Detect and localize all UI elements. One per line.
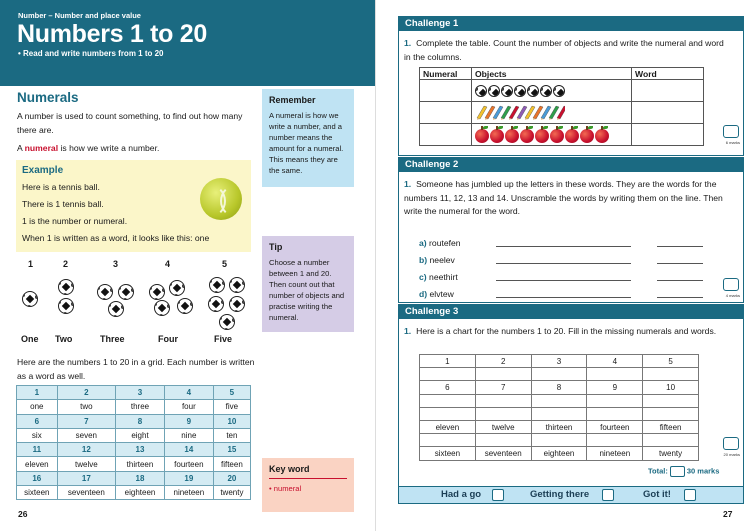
chart-cell: twenty	[643, 447, 699, 460]
football-icon	[209, 277, 225, 293]
getting-there-label: Getting there	[530, 489, 590, 500]
chart-cell: eleven	[420, 420, 476, 433]
word-answer-cell[interactable]	[632, 102, 704, 124]
marks-label: 4 marks	[725, 293, 740, 298]
page-number: 27	[723, 509, 733, 519]
page-title: Numbers 1 to 20	[17, 20, 208, 48]
grid-cell: 18	[116, 471, 165, 485]
answer-cell[interactable]	[587, 394, 643, 407]
chart-cell: 3	[531, 355, 587, 368]
football-icon	[22, 291, 38, 307]
grid-cell: 20	[213, 471, 250, 485]
marks-box[interactable]	[723, 125, 739, 138]
grid-cell: 15	[213, 443, 250, 457]
chart-cell: twelve	[475, 420, 531, 433]
grid-cell: seventeen	[57, 486, 115, 500]
answer-line[interactable]	[496, 280, 631, 281]
answer-cell[interactable]	[420, 434, 476, 447]
numbers-chart	[419, 354, 699, 461]
jumbled-item: c) neethirt	[419, 272, 458, 282]
football-icon	[475, 85, 487, 97]
column-header: Word	[632, 68, 704, 80]
key-word-title: Key word	[269, 464, 347, 479]
apple-icon	[580, 129, 594, 143]
grid-cell: 6	[17, 414, 58, 428]
table-row	[420, 381, 699, 394]
example-line: When 1 is written as a word, it looks like this: one	[22, 233, 210, 243]
apple-icon	[490, 129, 504, 143]
grid-cell: 4	[164, 386, 213, 400]
chart-cell: 6	[420, 381, 476, 394]
grid-cell: sixteen	[17, 486, 58, 500]
key-word-box	[262, 458, 354, 512]
grid-cell: five	[213, 400, 250, 414]
chart-cell: 9	[587, 381, 643, 394]
challenge-2-question: 1. Someone has jumbled up the letters in these words. They are the words for the numbers 11, 12, 13 and 14. Unscramble the words by writing them on the line. Then write the numeral for the word.	[404, 179, 723, 216]
answer-line[interactable]	[496, 246, 631, 247]
chart-cell: 10	[643, 381, 699, 394]
football-icon	[501, 85, 513, 97]
football-icon	[229, 277, 245, 293]
answer-cell[interactable]	[420, 407, 476, 420]
table-row	[420, 80, 704, 102]
column-header: Objects	[472, 68, 632, 80]
grid-cell: eighteen	[116, 486, 165, 500]
page-number: 26	[18, 509, 28, 519]
getting-there-checkbox[interactable]	[602, 489, 614, 501]
apple-icon	[565, 129, 579, 143]
answer-cell[interactable]	[531, 407, 587, 420]
chart-cell: 2	[475, 355, 531, 368]
pencil-icon	[475, 104, 565, 120]
table-row	[420, 434, 699, 447]
chart-cell: nineteen	[587, 447, 643, 460]
football-icon	[527, 85, 539, 97]
table-row	[17, 486, 251, 500]
answer-cell[interactable]	[531, 434, 587, 447]
grid-cell: 16	[17, 471, 58, 485]
football-icon	[208, 296, 224, 312]
challenge-1-title: Challenge 1	[399, 17, 743, 31]
grid-cell: fourteen	[164, 457, 213, 471]
count-number: 4	[165, 259, 171, 269]
got-it-checkbox[interactable]	[684, 489, 696, 501]
numbers-grid	[16, 385, 251, 500]
numeral-keyword: numeral	[24, 143, 59, 153]
apple-icon	[475, 129, 489, 143]
answer-line[interactable]	[496, 297, 631, 298]
table-row	[420, 447, 699, 460]
chart-cell: 5	[643, 355, 699, 368]
grid-cell: eight	[116, 428, 165, 442]
page-header	[0, 0, 375, 86]
tennis-ball-icon	[200, 178, 242, 220]
total-box[interactable]	[670, 466, 685, 477]
challenge-2-panel	[398, 157, 744, 303]
table-row	[17, 428, 251, 442]
table-row	[420, 102, 704, 124]
grid-cell: 11	[17, 443, 58, 457]
grid-cell: nine	[164, 428, 213, 442]
had-a-go-checkbox[interactable]	[492, 489, 504, 501]
numeral-line[interactable]	[657, 280, 703, 281]
table-row	[17, 386, 251, 400]
count-word: Five	[214, 334, 233, 344]
got-it-label: Got it!	[643, 489, 671, 500]
football-icon	[58, 279, 74, 295]
answer-cell[interactable]	[643, 394, 699, 407]
had-a-go-label: Had a go	[441, 489, 482, 500]
jumbled-item: b) neelev	[419, 255, 455, 265]
grid-cell: 12	[57, 443, 115, 457]
table-row	[420, 420, 699, 433]
chart-cell: 4	[587, 355, 643, 368]
grid-cell: 9	[164, 414, 213, 428]
grid-cell: 5	[213, 386, 250, 400]
word-answer-cell[interactable]	[632, 124, 704, 146]
marks-box[interactable]	[723, 437, 739, 450]
grid-cell: two	[57, 400, 115, 414]
remember-title: Remember	[269, 95, 316, 105]
table-row	[420, 124, 704, 146]
jumbled-item: d) elvtew	[419, 289, 454, 299]
count-word: Three	[100, 334, 125, 344]
grid-cell: 19	[164, 471, 213, 485]
remember-box	[262, 89, 354, 187]
grid-cell: one	[17, 400, 58, 414]
key-word-item: • numeral	[269, 484, 302, 493]
answer-line[interactable]	[496, 263, 631, 264]
answer-cell[interactable]	[531, 368, 587, 381]
count-number: 2	[63, 259, 69, 269]
football-icon	[553, 85, 565, 97]
grid-intro: Here are the numbers 1 to 20 in a grid. Each number is written as a word as well.	[17, 357, 255, 381]
numeral-answer-cell[interactable]	[420, 102, 472, 124]
grid-cell: thirteen	[116, 457, 165, 471]
answer-cell[interactable]	[587, 368, 643, 381]
example-title: Example	[22, 165, 64, 176]
table-row	[420, 355, 699, 368]
football-icon	[97, 284, 113, 300]
numeral-line[interactable]	[657, 297, 703, 298]
football-icon	[154, 300, 170, 316]
objective: • Read and write numbers from 1 to 20	[18, 49, 164, 58]
grid-cell: 13	[116, 443, 165, 457]
grid-cell: nineteen	[164, 486, 213, 500]
football-icon	[108, 301, 124, 317]
challenge-1-panel	[398, 16, 744, 156]
table-row	[17, 471, 251, 485]
numeral-line[interactable]	[657, 246, 703, 247]
marks-box[interactable]	[723, 278, 739, 291]
table-row	[420, 394, 699, 407]
apple-icon	[520, 129, 534, 143]
football-icon	[540, 85, 552, 97]
football-icon	[514, 85, 526, 97]
grid-cell: 14	[164, 443, 213, 457]
jumbled-item: a) routefen	[419, 238, 461, 248]
numeral-definition: A numeral is how we write a number.	[17, 143, 160, 153]
grid-cell: 2	[57, 386, 115, 400]
tip-text: Choose a number between 1 and 20. Then count out that number of objects and practise writing the numeral.	[269, 258, 345, 322]
chart-cell: seventeen	[475, 447, 531, 460]
chart-cell: thirteen	[531, 420, 587, 433]
numeral-line[interactable]	[657, 263, 703, 264]
example-line: There is 1 tennis ball.	[22, 199, 104, 209]
grid-cell: seven	[57, 428, 115, 442]
count-number: 1	[28, 259, 34, 269]
table-row	[17, 414, 251, 428]
chart-cell: sixteen	[420, 447, 476, 460]
answer-cell[interactable]	[587, 434, 643, 447]
count-word: One	[21, 334, 39, 344]
apple-icon	[535, 129, 549, 143]
grid-cell: 17	[57, 471, 115, 485]
self-assessment-bar	[398, 486, 744, 504]
example-line: 1 is the number or numeral.	[22, 216, 128, 226]
answer-cell[interactable]	[643, 434, 699, 447]
word-answer-cell[interactable]	[632, 80, 704, 102]
grid-cell: three	[116, 400, 165, 414]
grid-cell: eleven	[17, 457, 58, 471]
answer-cell[interactable]	[420, 394, 476, 407]
objects-cell	[472, 124, 632, 146]
count-word: Two	[55, 334, 73, 344]
challenge-1-table	[419, 67, 704, 146]
right-page	[375, 0, 750, 531]
grid-cell: 1	[17, 386, 58, 400]
challenge-3-question: 1. Here is a chart for the numbers 1 to 20. Fill in the missing numerals and words.	[404, 326, 717, 336]
football-icon	[219, 314, 235, 330]
chart-cell: 1	[420, 355, 476, 368]
football-icon	[149, 284, 165, 300]
table-row	[420, 407, 699, 420]
table-row	[420, 368, 699, 381]
marks-label: 6 marks	[725, 140, 740, 145]
grid-cell: four	[164, 400, 213, 414]
example-line: Here is a tennis ball.	[22, 182, 100, 192]
grid-cell: 10	[213, 414, 250, 428]
challenge-1-question: 1. Complete the table. Count the number of objects and write the numeral and word in the columns.	[404, 38, 724, 62]
challenge-2-title: Challenge 2	[399, 158, 743, 172]
count-number: 3	[113, 259, 119, 269]
tip-title: Tip	[269, 242, 283, 252]
answer-cell[interactable]	[475, 407, 531, 420]
grid-cell: six	[17, 428, 58, 442]
football-icon	[118, 284, 134, 300]
chart-cell: 7	[475, 381, 531, 394]
apple-icon	[550, 129, 564, 143]
remember-text: A numeral is how we write a number, and a number means the amount for a numeral. This means they are the same.	[269, 111, 344, 175]
grid-cell: ten	[213, 428, 250, 442]
numeral-answer-cell[interactable]	[420, 80, 472, 102]
football-icon	[177, 298, 193, 314]
answer-cell[interactable]	[531, 394, 587, 407]
football-icon	[58, 298, 74, 314]
example-box	[16, 160, 251, 252]
objects-cell	[472, 102, 632, 124]
chart-cell: eighteen	[531, 447, 587, 460]
answer-cell[interactable]	[643, 368, 699, 381]
answer-cell[interactable]	[475, 434, 531, 447]
table-row	[17, 457, 251, 471]
grid-cell: twenty	[213, 486, 250, 500]
answer-cell[interactable]	[475, 368, 531, 381]
answer-cell[interactable]	[420, 368, 476, 381]
challenge-3-title: Challenge 3	[399, 305, 743, 319]
grid-cell: 3	[116, 386, 165, 400]
section-title: Numerals	[17, 90, 79, 105]
column-header: Numeral	[420, 68, 472, 80]
table-row	[17, 400, 251, 414]
count-number: 5	[222, 259, 228, 269]
table-row	[17, 443, 251, 457]
intro-text: A number is used to count something, to find out how many there are.	[17, 111, 243, 135]
marks-label: 20 marks	[723, 452, 740, 457]
grid-cell: twelve	[57, 457, 115, 471]
topic-label: Number – Number and place value	[18, 11, 141, 20]
chart-cell: fourteen	[587, 420, 643, 433]
grid-cell: 7	[57, 414, 115, 428]
answer-cell[interactable]	[587, 407, 643, 420]
answer-cell[interactable]	[475, 394, 531, 407]
grid-cell: fifteen	[213, 457, 250, 471]
count-word: Four	[158, 334, 178, 344]
football-icon	[488, 85, 500, 97]
apple-icon	[505, 129, 519, 143]
chart-cell: fifteen	[643, 420, 699, 433]
numeral-answer-cell[interactable]	[420, 124, 472, 146]
grid-cell: 8	[116, 414, 165, 428]
tip-box	[262, 236, 354, 332]
objects-cell	[472, 80, 632, 102]
answer-cell[interactable]	[643, 407, 699, 420]
apple-icon	[595, 129, 609, 143]
football-icon	[229, 296, 245, 312]
football-icon	[169, 280, 185, 296]
chart-cell: 8	[531, 381, 587, 394]
total-marks: Total: 30 marks	[648, 466, 720, 476]
